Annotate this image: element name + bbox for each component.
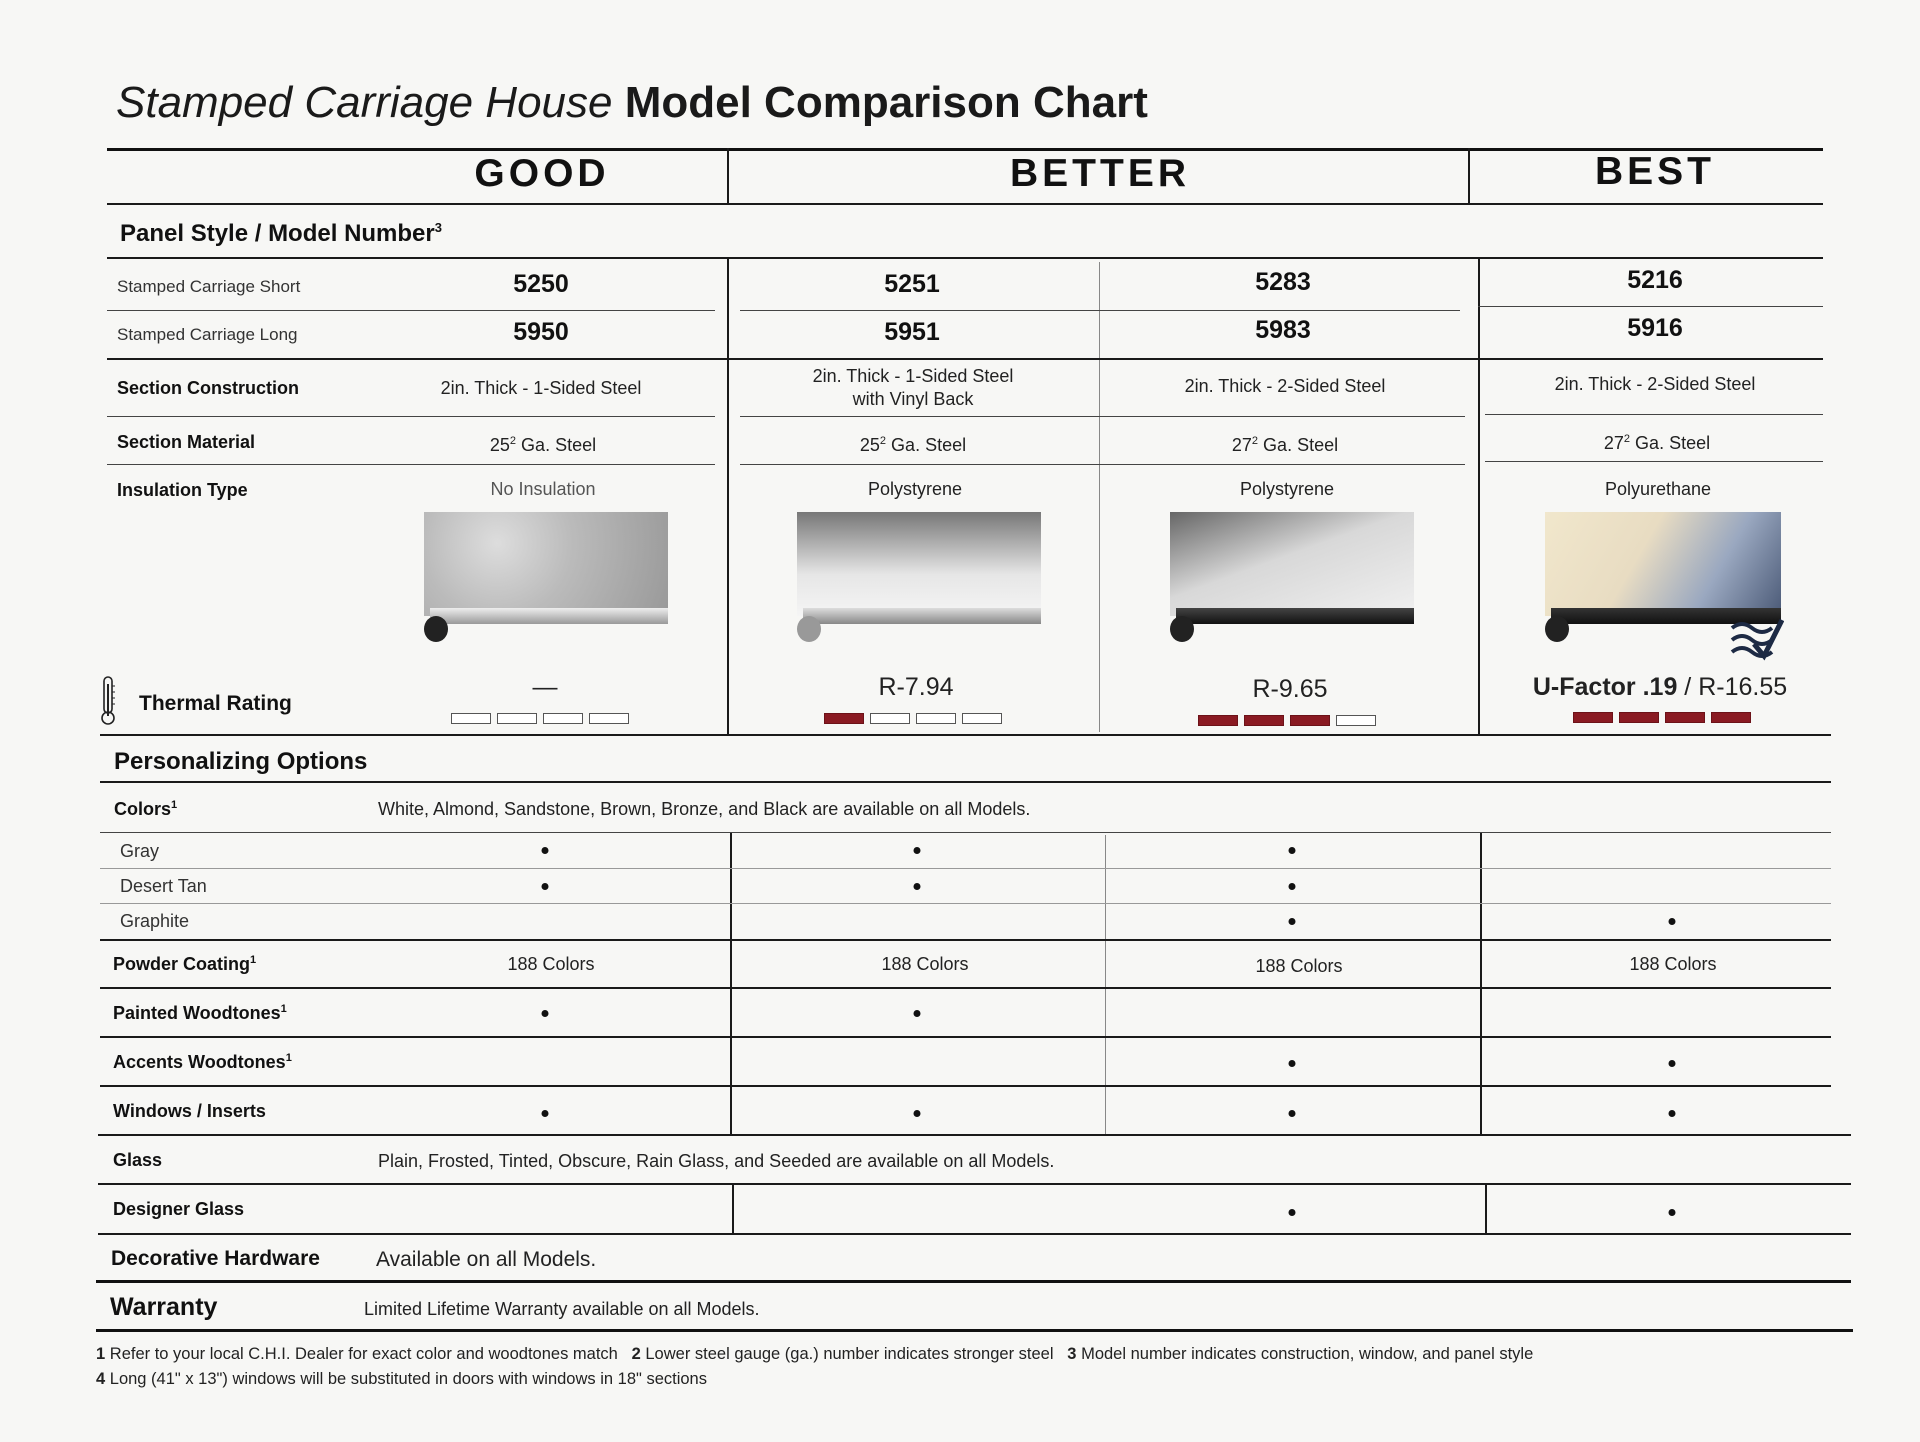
thermal-segment	[497, 713, 537, 724]
insulation-better-2: Polystyrene	[1239, 479, 1335, 499]
availability-dot	[1289, 918, 1296, 925]
col-divider-best	[1478, 258, 1480, 734]
powder-coating-label: Powder Coating$^1$	[113, 954, 257, 974]
warranty-note: Limited Lifetime Warranty available on all Models.	[364, 1299, 760, 1319]
color-row-graphite: Graphite	[120, 911, 190, 931]
row-rule	[107, 464, 715, 465]
availability-dot	[914, 883, 921, 890]
row-rule	[100, 1036, 1831, 1038]
insulation-image-polystyrene-2	[1170, 512, 1414, 652]
thermal-segment	[824, 713, 864, 724]
title-light: Stamped Carriage House	[116, 78, 625, 127]
thermal-segment	[916, 713, 956, 724]
thermal-segment	[1290, 715, 1330, 726]
availability-dot	[1289, 1110, 1296, 1117]
model-5216: 5216	[1627, 266, 1683, 294]
thermal-meter-better-2	[1198, 715, 1376, 726]
powder-good: 188 Colors	[507, 954, 595, 974]
row-rule	[740, 310, 1460, 311]
designer-divider-better	[732, 1184, 734, 1234]
thermal-segment	[962, 713, 1002, 724]
thermal-meter-better-1	[824, 713, 1002, 724]
insulation-best: Polyurethane	[1604, 479, 1712, 499]
availability-dot	[1289, 1209, 1296, 1216]
material-good: $25^2$ Ga. Steel	[489, 435, 597, 455]
thermal-segment	[1244, 715, 1284, 726]
model-5951: 5951	[884, 318, 940, 346]
thermal-segment	[1665, 712, 1705, 723]
thermometer-icon	[100, 676, 116, 726]
row-rule	[1485, 461, 1823, 462]
row-rule	[100, 903, 1831, 904]
insulation-image-none	[424, 512, 668, 652]
thermal-segment	[543, 713, 583, 724]
row-rule	[100, 987, 1831, 989]
material-best: $27^2$ Ga. Steel	[1603, 433, 1711, 453]
row-rule	[100, 939, 1831, 941]
decorative-hardware-label: Decorative Hardware	[111, 1247, 320, 1270]
designer-divider-best	[1485, 1184, 1487, 1234]
thermal-segment	[589, 713, 629, 724]
insulation-better-1: Polystyrene	[867, 479, 963, 499]
model-row-label-short: Stamped Carriage Short	[117, 277, 301, 296]
footnotes-line-2: 4 Long (41" x 13") windows will be substituted in doors with windows in 18" sections	[96, 1370, 707, 1388]
col-divider-better-mid	[1099, 262, 1100, 732]
model-5251: 5251	[884, 270, 940, 298]
personalizing-options-heading: Personalizing Options	[114, 748, 368, 775]
availability-dot	[1289, 883, 1296, 890]
tier-rule	[107, 203, 1823, 205]
thermal-meter-good	[451, 713, 629, 724]
powder-better-2: 188 Colors	[1255, 956, 1343, 976]
model-5916: 5916	[1627, 314, 1683, 342]
availability-dot	[1669, 1060, 1676, 1067]
powder-best: 188 Colors	[1629, 954, 1717, 974]
warranty-label: Warranty	[110, 1293, 218, 1321]
page-title	[116, 78, 1148, 128]
tier-better: BETTER	[1010, 152, 1190, 195]
lower-divider-better-mid	[1105, 835, 1106, 1135]
construction-good: 2in. Thick - 1-Sided Steel	[440, 378, 642, 398]
row-rule	[107, 416, 715, 417]
footnotes-line-1: 1 Refer to your local C.H.I. Dealer for exact color and woodtones match 2 Lower steel gauge (ga.) number indicates stronger steel 3 Model number indicates construction, window, and panel style	[96, 1345, 1534, 1363]
row-rule	[740, 464, 1465, 465]
insulation-good: No Insulation	[490, 479, 596, 499]
row-rule	[1478, 306, 1823, 307]
row-rule	[1485, 414, 1823, 415]
panel-style-rule	[107, 257, 1823, 259]
availability-dot	[1669, 1110, 1676, 1117]
model-5983: 5983	[1255, 316, 1311, 344]
glass-label: Glass	[113, 1150, 163, 1170]
row-rule	[100, 832, 1831, 833]
model-5950: 5950	[513, 318, 569, 346]
thermal-segment	[451, 713, 491, 724]
availability-dot	[914, 1110, 921, 1117]
availability-dot	[542, 1010, 549, 1017]
tier-best: BEST	[1594, 150, 1715, 193]
row-rule	[98, 1233, 1851, 1235]
section-construction-label: Section Construction	[117, 378, 300, 398]
row-rule	[96, 1329, 1853, 1332]
thermal-segment	[1198, 715, 1238, 726]
designer-glass-label: Designer Glass	[113, 1199, 245, 1219]
availability-dot	[1289, 847, 1296, 854]
availability-dot	[542, 1110, 549, 1117]
insulation-image-polystyrene-1	[797, 512, 1041, 652]
availability-dot	[1669, 918, 1676, 925]
accents-woodtones-label: Accents Woodtones$^1$	[113, 1052, 292, 1072]
tier-good: GOOD	[474, 152, 610, 195]
energy-wave-icon	[1728, 614, 1784, 664]
availability-dot	[914, 847, 921, 854]
row-rule	[740, 416, 1465, 417]
model-5250: 5250	[513, 270, 569, 298]
painted-woodtones-label: Painted Woodtones$^1$	[113, 1003, 287, 1023]
row-rule	[98, 1134, 1851, 1136]
availability-dot	[542, 883, 549, 890]
thermal-best: U-Factor .19 / R-16.55	[1532, 673, 1788, 701]
decorative-hardware-note: Available on all Models.	[376, 1248, 597, 1271]
row-rule	[107, 310, 715, 311]
insulation-type-label: Insulation Type	[117, 480, 248, 500]
row-rule	[100, 1085, 1831, 1087]
windows-inserts-label: Windows / Inserts	[113, 1101, 266, 1121]
row-rule	[96, 1280, 1851, 1283]
row-rule	[100, 781, 1831, 783]
color-row-desert-tan: Desert Tan	[120, 876, 207, 896]
panel-style-heading: Panel Style / Model Number$^3$	[120, 220, 442, 247]
material-better-2: $27^2$ Ga. Steel	[1231, 435, 1339, 455]
thermal-meter-best	[1573, 712, 1751, 723]
thermal-segment	[870, 713, 910, 724]
colors-note: White, Almond, Sandstone, Brown, Bronze, and Black are available on all Models.	[378, 799, 1031, 819]
thermal-good: —	[532, 673, 558, 701]
availability-dot	[914, 1010, 921, 1017]
thermal-better-1: R-7.94	[878, 673, 954, 701]
availability-dot	[1289, 1060, 1296, 1067]
model-row-label-long: Stamped Carriage Long	[117, 325, 298, 344]
availability-dot	[1669, 1209, 1676, 1216]
row-rule	[98, 1183, 1851, 1185]
construction-better-1: 2in. Thick - 1-Sided Steel with Vinyl Back	[812, 366, 1014, 409]
row-rule	[100, 868, 1831, 869]
color-row-gray: Gray	[120, 841, 160, 861]
title-bold: Model Comparison Chart	[624, 78, 1148, 127]
row-rule	[107, 358, 1823, 360]
row-rule	[100, 734, 1831, 736]
colors-label: Colors$^1$	[114, 799, 178, 819]
section-material-label: Section Material	[117, 432, 256, 452]
thermal-segment	[1573, 712, 1613, 723]
construction-best: 2in. Thick - 2-Sided Steel	[1554, 374, 1756, 394]
powder-better-1: 188 Colors	[881, 954, 969, 974]
construction-better-2: 2in. Thick - 2-Sided Steel	[1184, 376, 1386, 396]
thermal-segment	[1619, 712, 1659, 723]
glass-note: Plain, Frosted, Tinted, Obscure, Rain Glass, and Seeded are available on all Models.	[378, 1151, 1055, 1171]
thermal-rating-label: Thermal Rating	[139, 692, 292, 715]
material-better-1: $25^2$ Ga. Steel	[859, 435, 967, 455]
model-5283: 5283	[1255, 268, 1311, 296]
availability-dot	[542, 847, 549, 854]
thermal-better-2: R-9.65	[1252, 675, 1328, 703]
thermal-segment	[1711, 712, 1751, 723]
lower-divider-best	[1480, 833, 1482, 1135]
col-divider-better	[727, 258, 729, 734]
thermal-segment	[1336, 715, 1376, 726]
lower-divider-better	[730, 833, 732, 1135]
